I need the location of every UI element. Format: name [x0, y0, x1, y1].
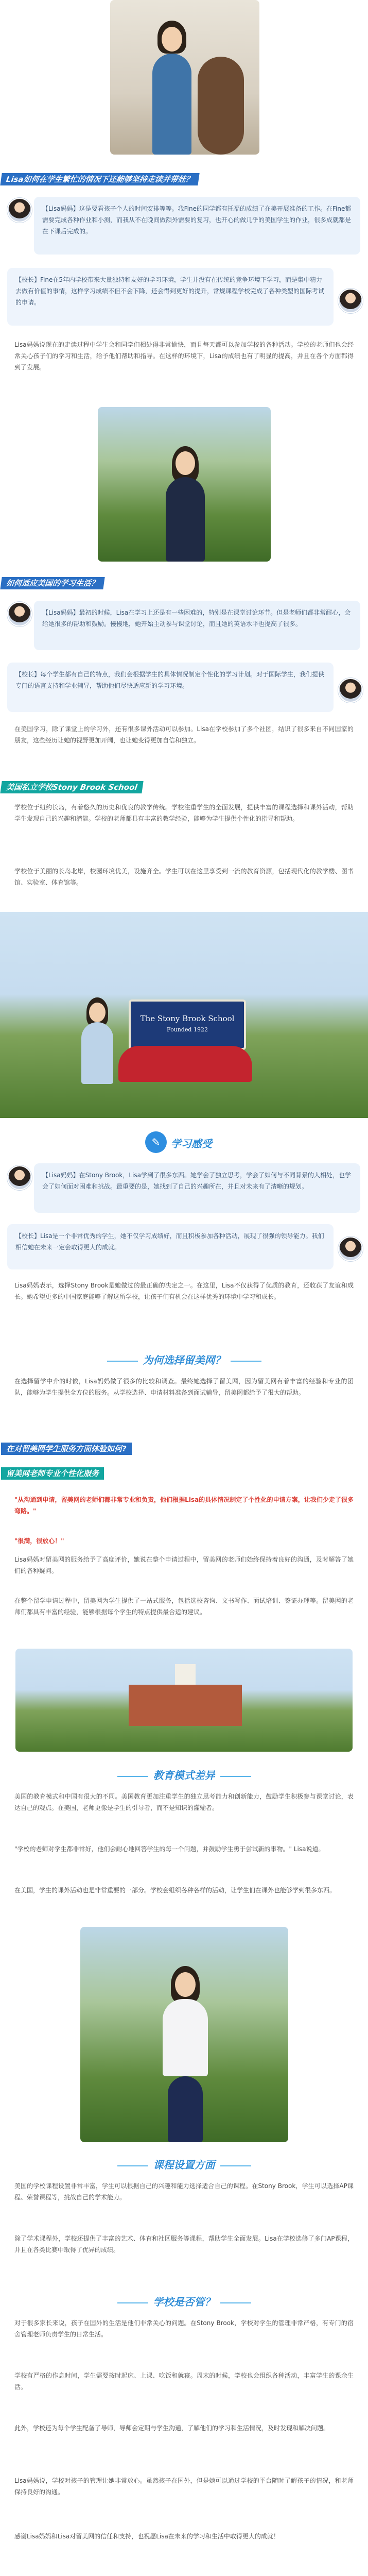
- paragraph: 美国的教育模式和中国有很大的不同。美国教育更加注重学生的独立思考能力和创新能力，鼓励学生积极参与课堂讨论，表达自己的观点。在美国，老师更像是学生的引导者，而不是知识的灌输者。: [14, 1793, 354, 1811]
- dialogue-mom: 【Lisa妈妈】这是要看孩子个人的时间安排等等。我Fine的同学都有托福的成绩了在美开展准备的工作。在Fine都需要完成各种作业和小测，而我从不在晚间做额外需要的复习，也开心的做几乎的美国学生的作业，很多成就都是在下课后完成的。: [34, 197, 360, 255]
- dialogue-principal: 【校长】Fine在5年内学校带来大量独特和友好的学习环境，学生并没有在传统的竞争环境下学习，而是集中精力去做有价值的事情，这样学习成绩不但不会下降，还会得到更好的提升，常规课程学校完成了各种类型的国际考试的申请。: [7, 268, 334, 326]
- divider: [220, 2165, 251, 2166]
- closing-paragraph: 感谢Lisa妈妈和Lisa对留美网的信任和支持，也祝愿Lisa在未来的学习和生活中取得更大的成就！: [14, 2533, 279, 2540]
- avatar-principal: [338, 1236, 363, 1261]
- paragraph: 在整个留学申请过程中，留美网为学生提供了一站式服务，包括选校咨询、文书写作、面试培训、签证办理等。留美网的老师们都具有丰富的经验，能够根据每个学生的特点提供最合适的建议。: [14, 1597, 354, 1616]
- section-label-service: 在对留美网学生服务方面体验如何?: [1, 1443, 132, 1455]
- avatar-mom: [7, 1165, 32, 1190]
- hero-photo: [110, 0, 259, 155]
- section-title-course-text: 课程设置方面: [153, 2159, 215, 2171]
- sign-founded: Founded 1922: [167, 1026, 208, 1033]
- section-title-course: [0, 2157, 368, 2172]
- divider: [107, 1361, 138, 1362]
- paragraph: 美国的学校课程设置非常丰富，学生可以根据自己的兴趣和能力选择适合自己的课程。在Stony Brook，学生可以选择AP课程、荣誉课程等，挑战自己的学术能力。: [14, 2182, 354, 2201]
- section-title-life: [0, 2294, 368, 2309]
- section-title-why: [0, 1352, 368, 1367]
- paragraph: 此外，学校还为每个学生配备了导师，导师会定期与学生沟通，了解他们的学习和生活情况，及时发现和解决问题。: [14, 2425, 330, 2432]
- paragraph: 在美国，学生的课外活动也是非常重要的一部分。学校会组织各种各样的活动，让学生们在课外也能够学到很多东西。: [14, 1887, 336, 1894]
- paragraph: 除了学术课程外，学校还提供了丰富的艺术、体育和社区服务等课程，帮助学生全面发展。Lisa在学校选修了多门AP课程，并且在各类比赛中取得了优异的成绩。: [14, 2235, 354, 2253]
- paragraph: 学校位于纽约长岛，有着悠久的历史和优良的教学传统。学校注重学生的全面发展，提供丰富的课程选择和课外活动，帮助学生发现自己的兴趣和潜能。学校的老师都具有丰富的教学经验，能够为学生提供个性化的指导和帮助。: [14, 804, 354, 822]
- section-title-why-text: 为何选择留美网？: [143, 1354, 225, 1366]
- section-title-edu-text: 教育模式差异: [153, 1769, 215, 1782]
- section-title-life-text: 学校是否管？: [153, 2296, 215, 2308]
- paragraph: "学校的老师对学生都非常好，他们会耐心地回答学生的每一个问题，并鼓励学生勇于尝试新的事物。" Lisa说道。: [14, 1845, 325, 1853]
- avatar-mom: [7, 602, 32, 626]
- paragraph: 在选择留学中介的时候，Lisa妈妈做了很多的比较和调查。最终她选择了留美网，因为留美网有着丰富的经验和专业的团队，能够为学生提供全方位的服务。从学校选择、申请材料准备到面试辅导，留美网都给予了很大的帮助。: [14, 1378, 354, 1396]
- section-label-adapt: 如何适应美国的学习生活？: [0, 577, 104, 589]
- quote: [14, 1535, 354, 1547]
- avatar-mom: [7, 198, 32, 223]
- quote-text: "从沟通到申请，留美网的老师们都非常专业和负责，他们根据Lisa的具体情况制定了个性化的申请方案，让我们少走了很多弯路。": [14, 1496, 354, 1515]
- photo-school-sign: [0, 912, 368, 1118]
- paragraph: 在美国学习，除了课堂上的学习外，还有很多课外活动可以参加。Lisa在学校参加了多个社团，结识了很多来自不同国家的朋友，这些经历让她的视野更加开阔，也让她变得更加自信和独立。: [14, 725, 354, 744]
- divider: [231, 1361, 261, 1362]
- paragraph: Lisa妈妈表示，选择Stony Brook是她做过的最正确的决定之一。在这里，Lisa不仅获得了优质的教育，还收获了友谊和成长。她希望更多的中国家庭能够了解这所学校，让孩子们有机会在这样优秀的环境中学习和成长。: [14, 1282, 354, 1300]
- paragraph: Lisa妈妈说现在的走读过程中学生会和同学们相处得非常愉快，而且每天都可以参加学校的各种活动。学校的老师们也会经常关心孩子们的学习和生活，给予他们帮助和指导。在这样的环境下，Lisa的成绩也有了明显的提高，并且在各个方面都得到了发展。: [14, 341, 354, 371]
- quote-text-short: "很满，很放心！": [14, 1537, 64, 1545]
- paragraph: 学校有严格的作息时间，学生需要按时起床、上课、吃饭和就寝。周末的时候，学校也会组织各种活动，丰富学生的课余生活。: [14, 2372, 354, 2391]
- photo-student-running: [80, 1927, 288, 2142]
- dialogue-principal: 【校长】Lisa是一个非常优秀的学生，她不仅学习成绩好，而且积极参加各种活动，展现了很强的领导能力。我们相信她在未来一定会取得更大的成就。: [7, 1224, 334, 1269]
- divider: [117, 1776, 148, 1777]
- quote: [14, 1494, 354, 1528]
- divider: [117, 2302, 148, 2303]
- photo-student-outdoor: [98, 407, 271, 562]
- avatar-principal: [338, 678, 363, 703]
- paragraph: Lisa妈妈说，学校对孩子的管理让她非常放心。虽然孩子在国外，但是她可以通过学校的平台随时了解孩子的情况，和老师保持良好的沟通。: [14, 2477, 354, 2496]
- avatar-principal: [338, 289, 363, 313]
- paragraph: 对于很多家长来说，孩子在国外的生活是他们非常关心的问题。在Stony Brook，学校对学生的管理非常严格，有专门的宿舍管理老师负责学生的日常生活。: [14, 2319, 354, 2338]
- dialogue-mom: 【Lisa妈妈】在Stony Brook，Lisa学到了很多东西。她学会了独立思考，学会了如何与不同背景的人相处，也学会了如何面对困难和挑战。最重要的是，她找到了自己的兴趣所在，并且对未来有了清晰的规划。: [34, 1163, 360, 1213]
- paragraph: 学校位于美丽的长岛北岸，校园环境优美，设施齐全。学生可以在这里享受到一流的教育资源，包括现代化的教学楼、图书馆、实验室、体育馆等。: [14, 868, 354, 886]
- section-title-experience: 学习感受: [171, 1138, 212, 1150]
- divider: [117, 2165, 148, 2166]
- dialogue-mom: 【Lisa妈妈】最初的时候，Lisa在学习上还是有一些困难的，特别是在课堂讨论环节。但是老师们都非常耐心，会给她很多的帮助和鼓励。慢慢地，她开始主动参与课堂讨论，而且她的英语水平也提高了很多。: [34, 601, 360, 650]
- section-label-commute: Lisa如何在学生繁忙的情况下还能够坚持走读并带娃？: [0, 173, 199, 185]
- sparkle-icon: ✎: [145, 1131, 167, 1153]
- photo-campus: [15, 1649, 353, 1752]
- section-title-edu: [0, 1767, 368, 1782]
- divider: [220, 1776, 251, 1777]
- sign-name: The Stony Brook School: [140, 1014, 235, 1023]
- section-label-personal: 留美网老师专业个性化服务: [1, 1467, 104, 1480]
- section-label-school: 美国私立学校Stony Brook School: [0, 781, 143, 793]
- paragraph: Lisa妈妈对留美网的服务给予了高度评价，她说在整个申请过程中，留美网的老师们始终保持着良好的沟通，及时解答了她们的各种疑问。: [14, 1556, 354, 1574]
- divider: [220, 2302, 251, 2303]
- dialogue-principal: 【校长】每个学生都有自己的特点，我们会根据学生的具体情况制定个性化的学习计划。对于国际学生，我们提供专门的语言支持和学业辅导，帮助他们尽快适应新的学习环境。: [7, 663, 334, 712]
